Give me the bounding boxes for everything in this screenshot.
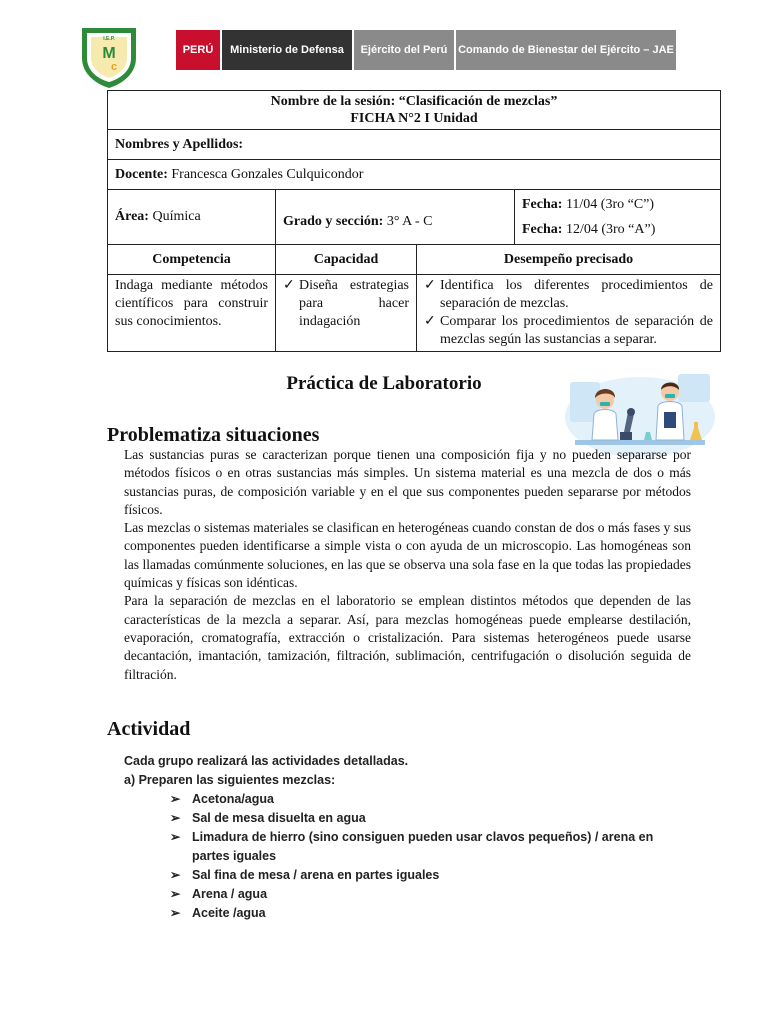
list-item: ➢ Acetona/agua [124, 790, 684, 809]
session-name: Nombre de la sesión: “Clasificación de mezclas” [270, 94, 558, 109]
student-name-label: Nombres y Apellidos: [108, 130, 721, 160]
intro-paragraphs [124, 446, 691, 684]
header-ministerio: Ministerio de Defensa [222, 30, 352, 70]
check-icon: ✓ [283, 278, 295, 293]
logo-label: I.E.P. [103, 36, 115, 42]
arrow-bullet-icon: ➢ [170, 868, 181, 882]
activity-step-a: a) Preparen las siguientes mezclas: [124, 773, 336, 787]
arrow-bullet-icon: ➢ [170, 906, 181, 920]
page-title: Práctica de Laboratorio [286, 373, 482, 394]
area-value: Química [148, 209, 201, 224]
paragraph-1: Las sustancias puras se caracterizan porque tienen una composición fija y no pueden separarse por métodos físicos o en otras sustancias más simples. Un sistema material es una mezcla de dos o más sustancias puras, de composición variable y en el que sus componentes pueden separarse por métodos físicos. [124, 447, 691, 517]
grade-label: Grado y sección: [283, 214, 384, 229]
check-icon: ✓ [424, 278, 436, 293]
list-item: ➢ Arena / agua [124, 885, 684, 904]
list-item: ➢ Aceite /agua [124, 904, 684, 923]
date-label-2: Fecha: [522, 222, 563, 237]
date-label-1: Fecha: [522, 197, 563, 212]
header-comando: Comando de Bienestar del Ejército – JAE [456, 30, 676, 70]
svg-text:M: M [102, 45, 116, 62]
activity-block [124, 752, 684, 923]
section-problematiza: Problematiza situaciones [107, 424, 320, 446]
competencia-text: Indaga mediante métodos científicos para construir sus conocimientos. [108, 275, 276, 352]
svg-text:c: c [110, 61, 118, 73]
paragraph-2: Las mezclas o sistemas materiales se clasifican en heterogéneas cuando constan de dos o más fases y sus componentes pueden identificarse a simple vista o con ayuda de un microscopio. Las homogéneas son las llamadas comúnmente soluciones, en las que se observa una sola fase en la que todas las propiedades químicas y físicas son idénticas. [124, 520, 691, 591]
capacidad-cell [276, 275, 417, 352]
ficha-number: FICHA N°2 I Unidad [350, 111, 478, 126]
list-item: ➢ Limadura de hierro (sino consiguen pueden usar clavos pequeños) / arena en partes iguales [170, 830, 654, 863]
col-desempeno: Desempeño precisado [417, 245, 721, 275]
header-ejercito: Ejército del Perú [354, 30, 454, 70]
session-info-table [107, 90, 721, 352]
activity-intro: Cada grupo realizará las actividades detalladas. [124, 754, 409, 768]
desempeno-1: Identifica los diferentes procedimientos de separación de mezclas. [440, 278, 714, 311]
col-capacidad: Capacidad [276, 245, 417, 275]
area-cell [108, 190, 276, 245]
header-peru: PERÚ [176, 30, 220, 70]
check-icon: ✓ [424, 314, 436, 329]
arrow-bullet-icon: ➢ [170, 811, 181, 825]
capacidad-text: Diseña estrategias para hacer indagación [299, 278, 409, 329]
paragraph-3: Para la separación de mezclas en el laboratorio se emplean distintos métodos que dependen de las características de la mezcla a separar. Así, para mezclas homogéneas puede emplearse destilación, evaporación, cromatografía, extracción o cristalización. Para sistemas heterogéneos puede usarse decantación, imantación, tamización, filtración, sublimación, centrifugación o disolución seguida de filtración. [124, 593, 691, 682]
teacher-label: Docente: [115, 166, 168, 182]
session-title-cell [108, 91, 721, 130]
teacher-name: Francesca Gonzales Culquicondor [167, 166, 364, 182]
arrow-bullet-icon: ➢ [170, 830, 181, 844]
col-competencia: Competencia [108, 245, 276, 275]
grade-cell [276, 190, 515, 245]
teacher-cell [108, 160, 721, 190]
mixtures-list [124, 790, 684, 923]
area-label: Área: [115, 209, 149, 224]
desempeno-2: Comparar los procedimientos de separación de mezclas según las sustancias a separar. [440, 314, 714, 347]
date-cell [515, 190, 721, 245]
grade-value: 3° A - C [383, 214, 433, 229]
date-value-1: 11/04 (3ro “C”) [562, 197, 655, 212]
arrow-bullet-icon: ➢ [170, 887, 181, 901]
section-actividad: Actividad [107, 718, 191, 740]
date-value-2: 12/04 (3ro “A”) [562, 222, 656, 237]
list-item: ➢ Sal de mesa disuelta en agua [124, 809, 684, 828]
arrow-bullet-icon: ➢ [170, 792, 181, 806]
school-logo [78, 24, 140, 90]
list-item: ➢ Sal fina de mesa / arena en partes iguales [124, 866, 684, 885]
desempeno-cell [417, 275, 721, 352]
